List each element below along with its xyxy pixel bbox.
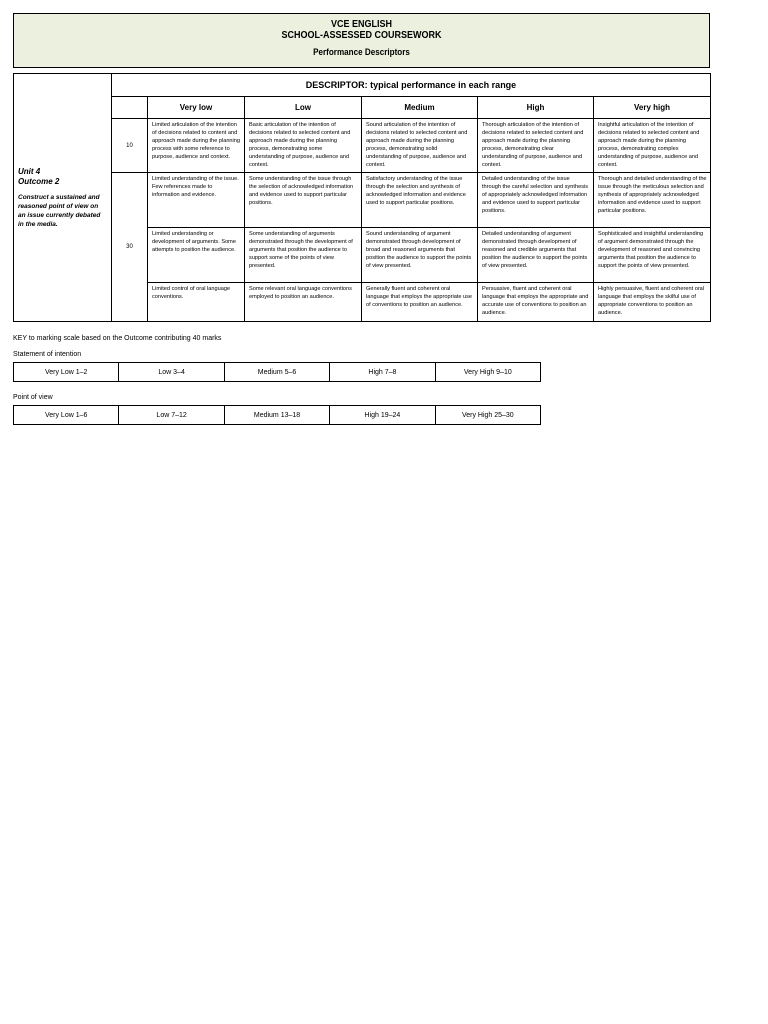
unit-label: Unit 4 [18,166,41,176]
descriptor-cell: Sound articulation of the intention of decisions related to selected content and approach made during the planning process, demonstrating solid understanding of purpose, audience and context. [362,119,478,173]
scale-segment-medium: Medium 13–18 [225,406,330,424]
descriptor-cell: Sound understanding of argument demonstrated through development of broad and reasoned arguments that position the audience to support the points of view presented. [362,228,478,283]
descriptor-cell: Limited understanding or development of arguments. Some attempts to position the audience. [148,228,245,283]
statement-of-intention-label: Statement of intention [13,351,82,358]
descriptor-cell: Limited articulation of the intention of decisions related to content and approach made during the planning process with some reference to purpose, audience and context. [148,119,245,173]
scale-segment-low: Low 3–4 [119,363,224,381]
marks-header-cell [112,97,148,119]
descriptor-cell: Satisfactory understanding of the issue through the selection and synthesis of acknowledged information and evidence used to support particular positions. [362,173,478,228]
descriptor-cell: Some understanding of arguments demonstrated through the development of arguments that position the audience to support some of the points of view presented. [245,228,362,283]
scale-segment-high: High 7–8 [330,363,435,381]
descriptor-cell: Some relevant oral language conventions employed to position an audience. [245,283,362,322]
header-coursework: SCHOOL-ASSESSED COURSEWORK [281,30,442,41]
unit-outcome-cell [14,74,112,322]
document-header [13,13,710,68]
table-row [14,119,711,173]
point-of-view-label: Point of view [13,394,53,401]
table-row [14,173,711,228]
scale-segment-very-low: Very Low 1–2 [14,363,119,381]
level-header-high: High [478,97,594,119]
scale-segment-medium: Medium 5–6 [225,363,330,381]
descriptor-cell: Highly persuasive, fluent and coherent oral language that employs the skilful use of appropriate conventions to position an audience. [594,283,711,322]
descriptor-cell: Insightful articulation of the intention of decisions related to selected content and approach made during the planning process, demonstrating complex understanding of purpose, audience and context. [594,119,711,173]
level-header-very-low: Very low [148,97,245,119]
outcome-description: Construct a sustained and reasoned point of view on an issue currently debated in the media. [18,193,101,228]
performance-rubric-table [13,73,711,322]
scale-segment-low: Low 7–12 [119,406,224,424]
descriptor-cell: Thorough articulation of the intention of decisions related to selected content and approach made during the planning process, demonstrating clear understanding of purpose, audience and context. [478,119,594,173]
descriptor-cell: Thorough and detailed understanding of the issue through the meticulous selection and synthesis of appropriately acknowledged information and evidence used to support particular positions. [594,173,711,228]
descriptor-cell: Sophisticated and insightful understanding of argument demonstrated through the development of reasoned and convincing arguments that position the audience to support the points of view presented. [594,228,711,283]
descriptor-cell: Detailed understanding of argument demonstrated through development of reasoned and credible arguments that position the audience to support the points of view presented. [478,228,594,283]
descriptor-cell: Some understanding of the issue through the selection of acknowledged information and evidence used to support particular positions. [245,173,362,228]
descriptor-cell: Persuasive, fluent and coherent oral language that employs the appropriate and accurate use of conventions to position an audience. [478,283,594,322]
scale-segment-very-high: Very High 25–30 [461,411,514,419]
descriptor-cell: Generally fluent and coherent oral language that employs the appropriate use of conventions to position an audience. [362,283,478,322]
header-subject: VCE ENGLISH [330,19,393,30]
outcome-label: Outcome 2 [18,176,60,186]
marks-cell: 10 [112,119,148,173]
marks-cell: 30 [112,173,148,322]
scale-segment-very-high: Very High 9–10 [463,368,512,376]
scale-segment-high: High 19–24 [330,406,435,424]
point-of-view-scale [13,405,541,425]
descriptor-cell: Detailed understanding of the issue through the careful selection and synthesis of appropriately acknowledged information and evidence used to support particular positions. [478,173,594,228]
descriptor-cell: Limited control of oral language conventions. [148,283,245,322]
level-header-low: Low [245,97,362,119]
level-header-medium: Medium [362,97,478,119]
scale-segment-very-low: Very Low 1–6 [14,406,119,424]
marking-key-title: KEY to marking scale based on the Outcome contributing 40 marks [13,335,222,342]
descriptor-cell: Limited understanding of the issue. Few references made to information and evidence. [148,173,245,228]
descriptor-heading: DESCRIPTOR: typical performance in each range [112,74,711,97]
header-performance-descriptors: Performance Descriptors [313,47,410,57]
descriptor-cell: Basic articulation of the intention of decisions related to selected content and approach made during the planning process, demonstrating some understanding of purpose, audience and context. [245,119,362,173]
statement-of-intention-scale [13,362,541,382]
level-header-very-high: Very high [594,97,711,119]
